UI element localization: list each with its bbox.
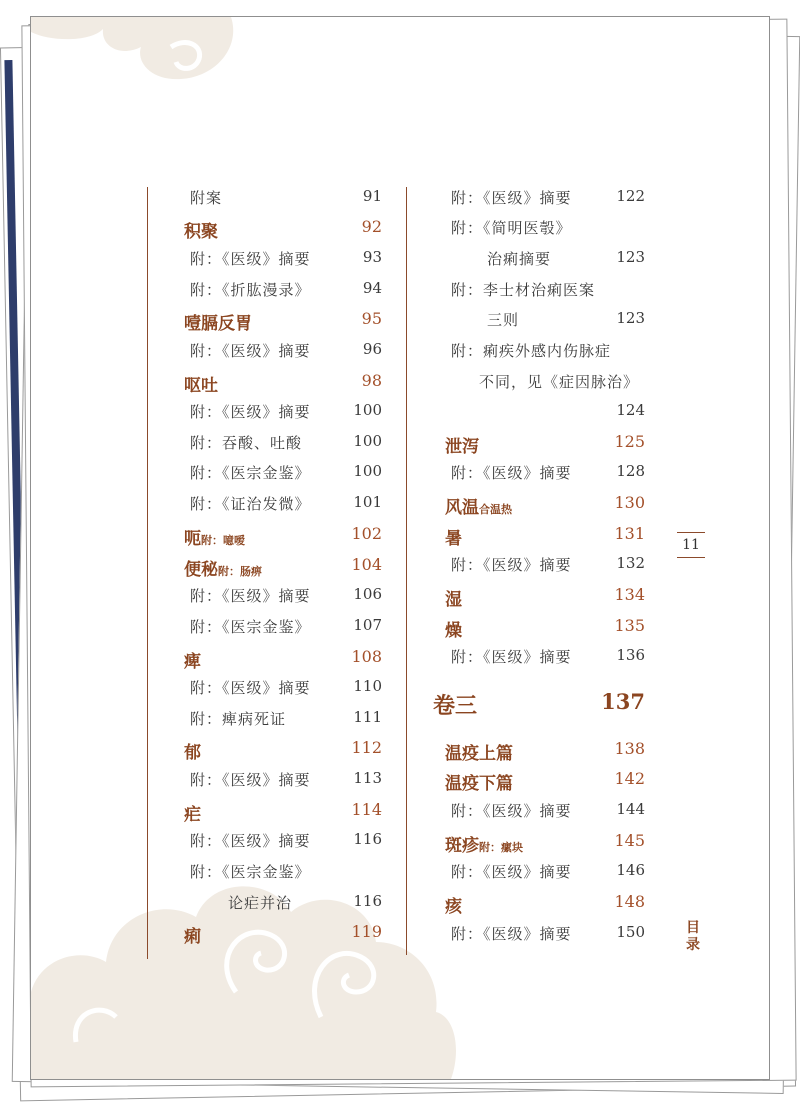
toc-section-row [148,524,384,548]
toc-entry-title [190,861,311,882]
toc-entry-title-text: 燥 [445,621,462,641]
toc-entry-title [445,831,523,856]
toc-entry-title-text: 暑 [445,529,462,549]
toc-entry-row [148,340,384,364]
toc-entry-row [148,861,384,885]
toc-entry-title [184,217,218,242]
toc-entry-title [190,769,311,790]
toc-entry-title-text: 附：《医级》摘要 [190,342,311,360]
toc-entry-title [451,462,572,483]
toc-entry-title [190,279,311,300]
toc-entry-title-text: 痢 [184,927,201,947]
toc-page-number: 142 [614,769,645,788]
toc-entry-row [407,401,645,425]
toc-entry-title [190,677,311,698]
toc-entry-row [148,432,384,456]
toc-page-number: 108 [351,647,382,666]
toc-entry-title [190,187,222,208]
toc-page-number: 93 [362,248,382,266]
toc-page-number: 146 [616,861,645,879]
toc-entry-title [184,371,218,396]
toc-page-number: 100 [353,432,382,450]
toc-entry-title [451,279,595,300]
toc-entry-title-text: 泄泻 [445,437,479,457]
toc-entry-row [407,800,645,824]
toc-entry-title-text: 便秘 [184,560,218,580]
toc-entry-title [445,616,462,641]
toc-entry-title [190,462,311,483]
toc-page-number: 94 [362,279,382,297]
toc-entry-title-text: 附：《证治发微》 [190,495,311,513]
cloud-ornament [31,17,769,1079]
toc-entry-row [407,646,645,670]
toc-section-row [407,739,645,763]
toc-page-number: 125 [614,432,645,451]
toc-entry-title-text: 附：《医级》摘要 [451,925,572,943]
toc-entry-title [190,616,311,637]
toc-section-row [407,432,645,456]
toc-entry-title-text: 附：《医宗金鉴》 [190,863,311,881]
toc-page-number: 135 [614,616,645,635]
toc-entry-title [451,646,572,667]
toc-entry-row [148,248,384,272]
toc-section-row [148,922,384,946]
toc-entry-row [148,769,384,793]
toc-entry-title-text: 附：痺病死证 [190,710,287,728]
toc-section-row [407,493,645,517]
toc-entry-title [445,739,513,764]
toc-entry-title [445,524,462,549]
toc-page-number: 130 [614,493,645,512]
toc-column-right [406,187,645,955]
toc-section-row [148,647,384,671]
toc-entry-title-text: 附案 [190,189,223,207]
toc-entry-row [407,462,645,486]
toc-entry-title-text: 附：痢疾外感内伤脉症 [451,342,612,360]
toc-section-row [148,555,384,579]
toc-entry-annotation: 附：噫嗳 [201,534,245,547]
toc-section-row [148,217,384,241]
toc-entry-title [487,248,551,269]
toc-page-number: 123 [616,248,645,266]
toc-entry-row [407,340,645,364]
toc-page-number: 128 [616,462,645,480]
toc-entry-title-text: 附：《医级》摘要 [451,556,572,574]
volume-heading-row [407,689,645,719]
toc-page-number: 113 [353,769,382,787]
toc-entry-title-text: 附：《医级》摘要 [190,587,311,605]
toc-page-number: 91 [362,187,382,205]
toc-section-row [407,616,645,640]
toc-page-number: 101 [353,493,382,511]
toc-entry-row [407,309,645,333]
toc-entry-title [184,922,201,947]
toc-entry-row [407,217,645,241]
toc-entry-title-text: 不同，见《症因脉治》 [479,373,640,391]
toc-page-number: 145 [614,831,645,850]
toc-entry-title-text: 湿 [445,590,462,610]
toc-entry-row [148,187,384,211]
toc-section-row [407,769,645,793]
toc-entry-title-text: 附：《医级》摘要 [190,403,311,421]
toc-entry-title-text: 温疫下篇 [445,774,513,794]
toc-entry-row [148,585,384,609]
toc-page-number: 138 [614,739,645,758]
toc-entry-title [445,892,462,917]
toc-entry-title [184,800,201,825]
toc-entry-title-text: 附：《医级》摘要 [190,250,311,268]
toc-section-row [148,309,384,333]
toc-page-number: 106 [353,585,382,603]
toc-page-number: 96 [362,340,382,358]
toc-column-left [147,187,384,959]
toc-entry-row [407,279,645,303]
toc-entry-row [148,401,384,425]
toc-section-row [148,371,384,395]
toc-page-number: 144 [616,800,645,818]
toc-entry-title-text: 附：李士材治痢医案 [451,281,596,299]
toc-entry-title [451,923,572,944]
toc-entry-title-text: 附：《医级》摘要 [190,679,311,697]
toc-entry-title [445,432,479,457]
toc-section-row [148,738,384,762]
toc-entry-title [184,738,201,763]
toc-entry-title-text: 附：《医级》摘要 [190,771,311,789]
toc-entry-row [148,493,384,517]
toc-entry-title [184,309,252,334]
toc-entry-title-text: 痺 [184,652,201,672]
toc-section-row [407,831,645,855]
toc-page-number: 131 [614,524,645,543]
toc-entry-title-text: 附：《医宗金鉴》 [190,618,311,636]
toc-entry-title-text: 附：《医级》摘要 [451,802,572,820]
toc-entry-title [451,800,572,821]
toc-entry-title-text: 附：《医级》摘要 [451,464,572,482]
toc-entry-title-text: 风温 [445,498,479,518]
toc-entry-title [190,248,311,269]
toc-page-number: 104 [351,555,382,574]
toc-page-number: 134 [614,585,645,604]
toc-section-row [407,892,645,916]
toc-entry-row [148,677,384,701]
toc-entry-title [451,340,611,361]
toc-entry-title [479,371,639,392]
toc-entry-title-text: 附：《医级》摘要 [451,189,572,207]
toc-entry-annotation: 附：肠痹 [218,565,262,578]
toc-entry-row [407,371,645,395]
toc-page-number: 98 [361,371,382,390]
toc-page-number: 107 [353,616,382,634]
toc-entry-row [148,708,384,732]
toc-entry-title [451,187,572,208]
toc-entry-title-text: 治痢摘要 [487,250,552,268]
toc-entry-title-text: 卷三 [433,693,478,719]
toc-page-number: 100 [353,462,382,480]
toc-entry-title-text: 附：《简明医彀》 [451,219,572,237]
toc-entry-title [445,769,513,794]
toc-entry-title-text: 附：《医级》摘要 [190,832,311,850]
toc-entry-row [148,830,384,854]
toc-entry-title-text: 三则 [487,311,520,329]
toc-page-number: 111 [353,708,382,726]
toc-page-number: 148 [614,892,645,911]
toc-page-number: 136 [616,646,645,664]
toc-entry-row [407,554,645,578]
toc-entry-title [190,340,311,361]
toc-entry-title-text: 附：《医宗金鉴》 [190,464,311,482]
toc-section-row [148,800,384,824]
toc-entry-title [190,708,286,729]
toc-section-row [407,524,645,548]
toc-entry-title-text: 郁 [184,743,201,763]
toc-page-number: 110 [353,677,382,695]
toc-page-number: 150 [616,923,645,941]
toc-page-number: 100 [353,401,382,419]
toc-entry-title [190,830,311,851]
toc-page-number: 116 [353,892,382,910]
toc-entry-row [148,892,384,916]
toc-entry-title [445,585,462,610]
toc-entry-title [487,309,519,330]
toc-entry-row [407,248,645,272]
toc-entry-title-text: 附：《医级》摘要 [451,863,572,881]
toc-section-row [407,585,645,609]
toc-page-number: 95 [361,309,382,328]
toc-entry-title-text: 积聚 [184,222,218,242]
toc-entry-annotation: 附：瘰块 [479,841,523,854]
toc-entry-title-text: 附：吞酸、吐酸 [190,434,303,452]
toc-page-number: 137 [601,689,645,714]
toc-entry-annotation: 合温热 [479,503,512,516]
toc-entry-row [148,279,384,303]
toc-entry-title-text: 噎膈反胃 [184,314,252,334]
running-title [685,920,701,954]
toc-entry-title [184,555,262,580]
toc-entry-title-text: 呕吐 [184,376,218,396]
toc-entry-title-text: 疟 [184,805,201,825]
toc-page-number: 114 [351,800,382,819]
toc-entry-title-text: 附：《折肱漫录》 [190,281,311,299]
toc-entry-row [407,923,645,947]
toc-entry-title [190,493,311,514]
toc-page-number: 124 [616,401,645,419]
toc-entry-title [433,689,477,720]
toc-entry-title [445,493,512,518]
toc-entry-title [451,554,572,575]
toc-entry-title [184,524,245,549]
toc-page-number: 92 [361,217,382,236]
toc-page-number: 119 [351,922,382,941]
toc-page [30,16,770,1080]
toc-entry-title [184,647,201,672]
toc-entry-row [148,462,384,486]
toc-page-number: 123 [616,309,645,327]
toc-entry-title-text: 斑疹 [445,836,479,856]
toc-page-number: 132 [616,554,645,572]
toc-entry-title [190,432,302,453]
toc-entry-row [148,616,384,640]
toc-entry-title [451,861,572,882]
toc-entry-title-text: 痎 [445,897,462,917]
toc-page-number: 102 [351,524,382,543]
running-title-text: 目录 [686,920,700,953]
toc-entry-title-text: 温疫上篇 [445,744,513,764]
toc-page-number: 116 [353,830,382,848]
page-number: 11 [677,532,705,558]
toc-entry-title [228,892,292,913]
toc-entry-title-text: 呃 [184,529,201,549]
toc-entry-title-text: 论疟并治 [228,894,293,912]
toc-entry-row [407,861,645,885]
toc-page-number: 122 [616,187,645,205]
toc-entry-title [451,217,572,238]
toc-page-number: 112 [351,738,382,757]
toc-entry-row [407,187,645,211]
toc-entry-title [190,585,311,606]
toc-entry-title [190,401,311,422]
toc-entry-title-text: 附：《医级》摘要 [451,648,572,666]
